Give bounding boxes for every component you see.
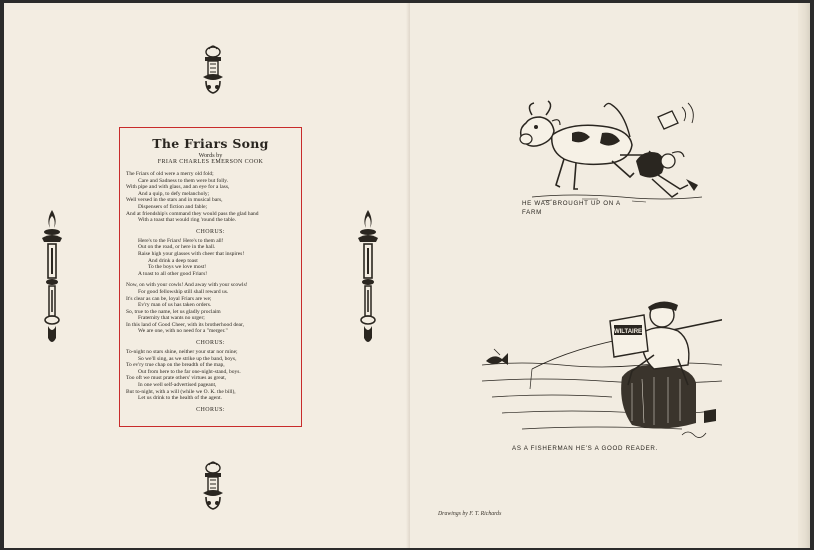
lyric-line: So, true to the name, let us gladly proclaim (126, 308, 221, 315)
lyric-line: Dispensers of fiction and fable; (138, 203, 208, 210)
cartoon-caption-fisherman: AS A FISHERMAN HE'S A GOOD READER. (512, 445, 659, 452)
song-box (119, 127, 302, 427)
lyric-line: For good fellowship still shall reward us. (138, 288, 229, 295)
lyric-line: And a quip, to defy melancholy; (138, 190, 210, 197)
chorus-label: CHORUS: (196, 340, 225, 347)
lyric-line: It's clear as can be, loyal Friars are we; (126, 295, 212, 302)
lyric-line: With pipe and with glass, and an eye for a lass, (126, 184, 230, 191)
left-page (4, 3, 410, 548)
lyric-line: In one well self-advertised pageant, (138, 382, 217, 389)
verse-1 (126, 171, 295, 224)
lyric-line: Out from here to the far one-night-stand, boys. (138, 368, 241, 375)
lyric-line: In this land of Good Cheer, with its brotherhood dear, (126, 321, 244, 328)
lyric-line: Well versed in the stars and in musical bars, (126, 197, 223, 204)
lyric-line: To-night no stars shine, neither your star nor mine; (126, 349, 238, 356)
book-title: WILTAIRE (613, 329, 643, 335)
lyric-line: To ev'ry true chap on the breadth of the map, (126, 362, 225, 369)
lyric-line: Let us drink to the health of the agent. (138, 395, 222, 402)
left-torch-ornament-icon (40, 208, 64, 348)
chorus-line: And drink a deep toast (148, 257, 198, 264)
song-author: FRIAR CHARLES EMERSON COOK (157, 159, 264, 165)
chorus (126, 238, 295, 278)
lyric-line: Ev'ry man of us has taken orders. (138, 302, 212, 309)
right-torch-ornament-icon (356, 208, 380, 348)
fisherman-reading-cartoon-illustration (482, 293, 722, 445)
lyric-line: Too oft we must prate others' virtues as great, (126, 375, 227, 382)
cartoon-caption-farm: HE WAS BROUGHT UP ON A FARM (522, 200, 621, 216)
song-title: The Friars Song (152, 136, 269, 151)
chorus-label: CHORUS: (196, 406, 225, 413)
page-edge (798, 3, 810, 548)
chorus-line: Here's to the Friars! Here's to them all! (138, 237, 224, 244)
lyric-line: So we'll sing, as we strike up the band, boys, (138, 355, 237, 362)
chorus-line: A toast to all other good Friars! (138, 270, 208, 277)
verse-3 (126, 349, 295, 402)
top-seal-ornament-icon (199, 43, 227, 95)
chorus-line: To the boys we love most! (148, 264, 207, 271)
book-spread (4, 3, 810, 548)
drawings-credit: Drawings by F. T. Richards (438, 511, 502, 517)
lyric-line: Now, on with your cowls! And away with your scowls! (126, 282, 248, 289)
lyric-line: With a toast that would ring 'round the table. (138, 217, 237, 224)
words-by-label: Words by (198, 152, 223, 159)
lyric-line: The Friars of old were a merry old fold; (126, 171, 214, 177)
right-page (410, 3, 810, 548)
lyric-line: And at friendship's command they would pass the glad hand (126, 210, 259, 217)
verse-2 (126, 282, 295, 335)
lyric-line: Fraternity that wants no urger; (138, 315, 205, 322)
cow-kicking-cartoon-illustration (512, 93, 712, 213)
lyric-line: Care and Sadness to them were but folly. (138, 177, 229, 184)
chorus-label: CHORUS: (196, 228, 225, 235)
chorus-line: Raise high your glasses with cheer that inspires! (138, 250, 245, 257)
lyric-line: But to-night, with a will (while we O. K. the bill), (126, 388, 236, 395)
bottom-seal-ornament-icon (199, 459, 227, 511)
lyric-line: We are one, with no need for a "merger." (138, 328, 228, 335)
chorus-line: Out on the road, or here in the hall. (138, 244, 216, 251)
